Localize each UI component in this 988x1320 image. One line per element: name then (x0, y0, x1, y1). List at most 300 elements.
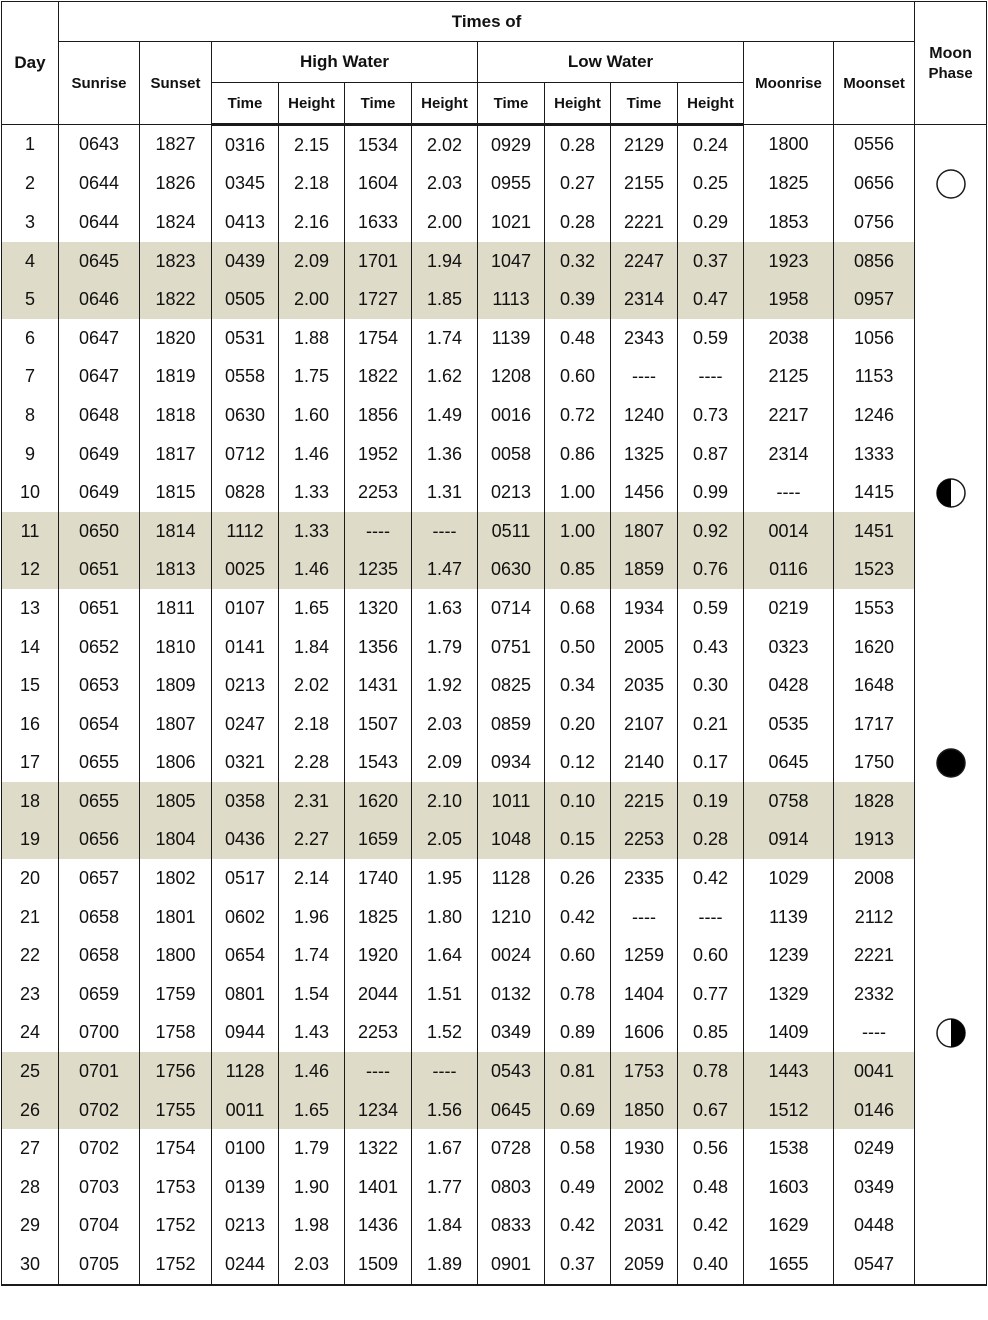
sunrise-cell: 0700 (59, 1014, 140, 1053)
high-water-1-time-cell: 0602 (212, 898, 279, 937)
moon-phase-cell (915, 589, 987, 628)
high-water-2-height-cell: 1.52 (412, 1014, 478, 1053)
low-water-1-height-cell: 0.60 (545, 936, 611, 975)
high-water-1-height-cell: 1.43 (279, 1014, 345, 1053)
high-water-1-time-cell: 0439 (212, 242, 279, 281)
low-water-2-time-cell: 2335 (611, 859, 678, 898)
low-water-2-height-cell: 0.30 (678, 666, 744, 705)
moon-phase-cell (915, 782, 987, 821)
new-moon-icon (936, 748, 966, 778)
day-cell: 6 (2, 319, 59, 358)
low-water-2-time-cell: 2221 (611, 203, 678, 242)
sunset-cell: 1824 (140, 203, 212, 242)
low-water-2-time-cell: 1259 (611, 936, 678, 975)
hw1-time-header: Time (212, 83, 279, 125)
moonrise-cell: 0116 (744, 551, 834, 590)
low-water-1-height-cell: 0.32 (545, 242, 611, 281)
moonrise-cell: 2217 (744, 396, 834, 435)
low-water-1-height-cell: 1.00 (545, 512, 611, 551)
high-water-1-time-cell: 1128 (212, 1052, 279, 1091)
low-water-1-time-cell: 0024 (478, 936, 545, 975)
high-water-1-time-cell: 0712 (212, 435, 279, 474)
low-water-2-height-cell: 0.42 (678, 1207, 744, 1246)
full-moon-icon (936, 169, 966, 199)
high-water-1-time-cell: 0244 (212, 1245, 279, 1285)
moonset-cell: 1056 (834, 319, 915, 358)
high-water-2-height-cell: 1.77 (412, 1168, 478, 1207)
high-water-2-height-cell: 1.85 (412, 280, 478, 319)
low-water-1-height-cell: 0.60 (545, 358, 611, 397)
sunset-cell: 1823 (140, 242, 212, 281)
high-water-1-time-cell: 0531 (212, 319, 279, 358)
low-water-2-time-cell: 1456 (611, 473, 678, 512)
low-water-2-height-cell: 0.76 (678, 551, 744, 590)
moonset-cell: 0249 (834, 1129, 915, 1168)
moon-phase-cell (915, 1207, 987, 1246)
table-row (2, 1129, 987, 1168)
hw1-height-header: Height (279, 83, 345, 125)
moonrise-cell: 1958 (744, 280, 834, 319)
moonset-cell: 1828 (834, 782, 915, 821)
moon-phase-cell (915, 551, 987, 590)
low-water-2-time-cell: 2314 (611, 280, 678, 319)
low-water-2-height-cell: 0.87 (678, 435, 744, 474)
table-row (2, 859, 987, 898)
sunrise-cell: 0644 (59, 203, 140, 242)
table-row (2, 1168, 987, 1207)
low-water-2-time-cell: 2253 (611, 821, 678, 860)
low-water-1-time-cell: 1048 (478, 821, 545, 860)
low-water-1-height-cell: 0.69 (545, 1091, 611, 1130)
low-water-2-height-cell: 0.42 (678, 859, 744, 898)
high-water-1-height-cell: 1.33 (279, 473, 345, 512)
moon-phase-cell (915, 1014, 987, 1053)
table-row (2, 628, 987, 667)
sunrise-cell: 0704 (59, 1207, 140, 1246)
low-water-header: Low Water (478, 42, 744, 83)
day-cell: 18 (2, 782, 59, 821)
high-water-2-height-cell: 1.51 (412, 975, 478, 1014)
moonset-cell: 0957 (834, 280, 915, 319)
table-row (2, 705, 987, 744)
sunrise-cell: 0646 (59, 280, 140, 319)
moonset-cell: 0547 (834, 1245, 915, 1285)
moon-phase-cell (915, 1129, 987, 1168)
high-water-2-height-cell: 1.49 (412, 396, 478, 435)
low-water-1-time-cell: 0955 (478, 165, 545, 204)
moonrise-cell: 1923 (744, 242, 834, 281)
sunset-cell: 1801 (140, 898, 212, 937)
low-water-1-time-cell: 0825 (478, 666, 545, 705)
sunrise-cell: 0648 (59, 396, 140, 435)
low-water-2-time-cell: 1753 (611, 1052, 678, 1091)
moonrise-cell: 0914 (744, 821, 834, 860)
moonset-cell: 1246 (834, 396, 915, 435)
moon-phase-cell (915, 473, 987, 512)
low-water-1-time-cell: 0630 (478, 551, 545, 590)
high-water-2-height-cell: 1.94 (412, 242, 478, 281)
low-water-1-height-cell: 0.12 (545, 744, 611, 783)
sunset-cell: 1809 (140, 666, 212, 705)
high-water-1-time-cell: 0828 (212, 473, 279, 512)
low-water-1-time-cell: 1208 (478, 358, 545, 397)
low-water-2-height-cell: 0.77 (678, 975, 744, 1014)
high-water-2-height-cell: 2.05 (412, 821, 478, 860)
low-water-1-height-cell: 0.37 (545, 1245, 611, 1285)
sunset-cell: 1810 (140, 628, 212, 667)
low-water-2-height-cell: 0.24 (678, 125, 744, 165)
table-row (2, 512, 987, 551)
sunset-cell: 1822 (140, 280, 212, 319)
day-cell: 15 (2, 666, 59, 705)
sunset-cell: 1755 (140, 1091, 212, 1130)
high-water-2-height-cell: 1.89 (412, 1245, 478, 1285)
low-water-1-time-cell: 1011 (478, 782, 545, 821)
moon-phase-cell (915, 358, 987, 397)
hw2-time-header: Time (345, 83, 412, 125)
low-water-1-time-cell: 1021 (478, 203, 545, 242)
low-water-2-height-cell: 0.19 (678, 782, 744, 821)
low-water-2-height-cell: ---- (678, 898, 744, 937)
moon-phase-cell (915, 280, 987, 319)
low-water-2-time-cell: 1859 (611, 551, 678, 590)
high-water-1-time-cell: 0345 (212, 165, 279, 204)
table-row (2, 744, 987, 783)
sunrise-cell: 0655 (59, 744, 140, 783)
sunrise-cell: 0651 (59, 551, 140, 590)
moonset-cell: 0041 (834, 1052, 915, 1091)
high-water-1-height-cell: 2.02 (279, 666, 345, 705)
low-water-1-time-cell: 1113 (478, 280, 545, 319)
sunrise-cell: 0657 (59, 859, 140, 898)
sunset-cell: 1827 (140, 125, 212, 165)
sunrise-cell: 0658 (59, 936, 140, 975)
day-cell: 30 (2, 1245, 59, 1285)
table-row (2, 1207, 987, 1246)
sunrise-cell: 0702 (59, 1091, 140, 1130)
low-water-1-time-cell: 0213 (478, 473, 545, 512)
sunset-cell: 1752 (140, 1245, 212, 1285)
times-of-header: Times of (59, 2, 915, 42)
low-water-1-time-cell: 0714 (478, 589, 545, 628)
low-water-2-time-cell: 1606 (611, 1014, 678, 1053)
high-water-1-time-cell: 0025 (212, 551, 279, 590)
high-water-1-time-cell: 0558 (212, 358, 279, 397)
moonrise-cell: 0645 (744, 744, 834, 783)
high-water-2-height-cell: ---- (412, 512, 478, 551)
table-row (2, 473, 987, 512)
low-water-1-height-cell: 0.50 (545, 628, 611, 667)
low-water-2-height-cell: 0.56 (678, 1129, 744, 1168)
high-water-1-time-cell: 0107 (212, 589, 279, 628)
moonset-cell: 0756 (834, 203, 915, 242)
sunset-cell: 1758 (140, 1014, 212, 1053)
high-water-1-time-cell: 0413 (212, 203, 279, 242)
high-water-2-time-cell: 1633 (345, 203, 412, 242)
high-water-1-time-cell: 0321 (212, 744, 279, 783)
high-water-1-time-cell: 0316 (212, 125, 279, 165)
day-cell: 13 (2, 589, 59, 628)
moonrise-cell: 0014 (744, 512, 834, 551)
low-water-2-time-cell: 2247 (611, 242, 678, 281)
moonrise-cell: 1825 (744, 165, 834, 204)
sunset-cell: 1752 (140, 1207, 212, 1246)
low-water-2-height-cell: 0.21 (678, 705, 744, 744)
sunset-cell: 1819 (140, 358, 212, 397)
moonset-cell: 0856 (834, 242, 915, 281)
moon-phase-header (915, 2, 987, 125)
high-water-1-height-cell: 1.90 (279, 1168, 345, 1207)
moonrise-header: Moonrise (744, 42, 834, 125)
day-cell: 3 (2, 203, 59, 242)
table-body (2, 125, 987, 1285)
sunrise-cell: 0652 (59, 628, 140, 667)
low-water-2-height-cell: 0.29 (678, 203, 744, 242)
high-water-1-height-cell: 2.28 (279, 744, 345, 783)
sunrise-cell: 0647 (59, 319, 140, 358)
moonrise-cell: 1853 (744, 203, 834, 242)
high-water-1-time-cell: 0100 (212, 1129, 279, 1168)
high-water-2-time-cell: ---- (345, 1052, 412, 1091)
low-water-1-time-cell: 1047 (478, 242, 545, 281)
high-water-1-height-cell: 1.96 (279, 898, 345, 937)
day-cell: 24 (2, 1014, 59, 1053)
sunset-cell: 1813 (140, 551, 212, 590)
low-water-1-height-cell: 0.28 (545, 203, 611, 242)
low-water-1-time-cell: 1210 (478, 898, 545, 937)
low-water-1-height-cell: 0.49 (545, 1168, 611, 1207)
high-water-2-time-cell: 1235 (345, 551, 412, 590)
day-cell: 26 (2, 1091, 59, 1130)
table-row (2, 1245, 987, 1285)
moonrise-cell: 1139 (744, 898, 834, 937)
moon-phase-cell (915, 319, 987, 358)
high-water-1-height-cell: 2.14 (279, 859, 345, 898)
low-water-1-height-cell: 0.86 (545, 435, 611, 474)
sunset-cell: 1815 (140, 473, 212, 512)
moonrise-cell: 2038 (744, 319, 834, 358)
moon-phase-cell (915, 203, 987, 242)
sunset-header: Sunset (140, 42, 212, 125)
sunrise-header: Sunrise (59, 42, 140, 125)
high-water-2-time-cell: 1509 (345, 1245, 412, 1285)
moon-phase-cell (915, 744, 987, 783)
high-water-2-time-cell: 1431 (345, 666, 412, 705)
moon-phase-header-line1: Moon (929, 45, 972, 62)
sunset-cell: 1753 (140, 1168, 212, 1207)
sunset-cell: 1759 (140, 975, 212, 1014)
high-water-1-height-cell: 2.00 (279, 280, 345, 319)
high-water-2-time-cell: 1701 (345, 242, 412, 281)
high-water-2-time-cell: 1822 (345, 358, 412, 397)
low-water-2-time-cell: ---- (611, 358, 678, 397)
high-water-2-time-cell: ---- (345, 512, 412, 551)
moonrise-cell: 1603 (744, 1168, 834, 1207)
moon-phase-cell (915, 1245, 987, 1285)
low-water-2-time-cell: 2031 (611, 1207, 678, 1246)
sunrise-cell: 0702 (59, 1129, 140, 1168)
high-water-1-height-cell: 2.09 (279, 242, 345, 281)
low-water-1-time-cell: 0728 (478, 1129, 545, 1168)
high-water-1-time-cell: 0944 (212, 1014, 279, 1053)
day-cell: 11 (2, 512, 59, 551)
high-water-2-height-cell: 1.64 (412, 936, 478, 975)
low-water-2-time-cell: 2059 (611, 1245, 678, 1285)
moonrise-cell: 1443 (744, 1052, 834, 1091)
low-water-2-height-cell: 0.60 (678, 936, 744, 975)
low-water-1-height-cell: 0.42 (545, 1207, 611, 1246)
moon-phase-cell (915, 705, 987, 744)
moonrise-cell: 0758 (744, 782, 834, 821)
day-cell: 28 (2, 1168, 59, 1207)
sunrise-cell: 0649 (59, 435, 140, 474)
sunrise-cell: 0644 (59, 165, 140, 204)
high-water-2-height-cell: 1.67 (412, 1129, 478, 1168)
table-row (2, 936, 987, 975)
moon-phase-cell (915, 666, 987, 705)
sunrise-cell: 0656 (59, 821, 140, 860)
lw2-time-header: Time (611, 83, 678, 125)
moonset-cell: 0556 (834, 125, 915, 165)
moonset-cell: 1451 (834, 512, 915, 551)
sunrise-cell: 0643 (59, 125, 140, 165)
moonset-header: Moonset (834, 42, 915, 125)
day-cell: 22 (2, 936, 59, 975)
low-water-2-time-cell: 1240 (611, 396, 678, 435)
high-water-2-height-cell: 2.02 (412, 125, 478, 165)
day-cell: 2 (2, 165, 59, 204)
low-water-2-height-cell: 0.59 (678, 589, 744, 628)
table-row (2, 280, 987, 319)
sunrise-cell: 0653 (59, 666, 140, 705)
low-water-1-time-cell: 0058 (478, 435, 545, 474)
high-water-1-height-cell: 1.46 (279, 551, 345, 590)
first-quarter-icon (936, 1018, 966, 1048)
moonrise-cell: 1239 (744, 936, 834, 975)
high-water-2-height-cell: 1.56 (412, 1091, 478, 1130)
low-water-2-height-cell: 0.28 (678, 821, 744, 860)
moonrise-cell: 1538 (744, 1129, 834, 1168)
high-water-1-height-cell: 1.65 (279, 1091, 345, 1130)
high-water-2-height-cell: 1.92 (412, 666, 478, 705)
high-water-2-time-cell: 1401 (345, 1168, 412, 1207)
sunrise-cell: 0659 (59, 975, 140, 1014)
low-water-1-height-cell: 0.89 (545, 1014, 611, 1053)
day-cell: 27 (2, 1129, 59, 1168)
high-water-1-time-cell: 0139 (212, 1168, 279, 1207)
moonset-cell: 2221 (834, 936, 915, 975)
table-row (2, 975, 987, 1014)
high-water-2-height-cell: 2.03 (412, 705, 478, 744)
low-water-1-height-cell: 0.68 (545, 589, 611, 628)
low-water-2-time-cell: 2002 (611, 1168, 678, 1207)
low-water-1-time-cell: 0901 (478, 1245, 545, 1285)
sunset-cell: 1800 (140, 936, 212, 975)
table-row (2, 666, 987, 705)
high-water-1-height-cell: 1.46 (279, 435, 345, 474)
table-row (2, 1014, 987, 1053)
low-water-2-height-cell: 0.59 (678, 319, 744, 358)
high-water-1-height-cell: 2.03 (279, 1245, 345, 1285)
high-water-1-time-cell: 0011 (212, 1091, 279, 1130)
high-water-2-time-cell: 1620 (345, 782, 412, 821)
high-water-1-time-cell: 0505 (212, 280, 279, 319)
day-cell: 21 (2, 898, 59, 937)
low-water-1-height-cell: 0.15 (545, 821, 611, 860)
low-water-2-height-cell: 0.99 (678, 473, 744, 512)
high-water-1-time-cell: 0213 (212, 666, 279, 705)
low-water-2-height-cell: 0.78 (678, 1052, 744, 1091)
high-water-2-time-cell: 2253 (345, 473, 412, 512)
high-water-2-time-cell: 1543 (345, 744, 412, 783)
low-water-1-time-cell: 0859 (478, 705, 545, 744)
high-water-2-height-cell: 2.03 (412, 165, 478, 204)
high-water-2-time-cell: 1234 (345, 1091, 412, 1130)
high-water-1-height-cell: 2.15 (279, 125, 345, 165)
moonset-cell: 0146 (834, 1091, 915, 1130)
high-water-2-height-cell: ---- (412, 1052, 478, 1091)
moonset-cell: 1717 (834, 705, 915, 744)
high-water-2-height-cell: 1.80 (412, 898, 478, 937)
high-water-2-height-cell: 1.79 (412, 628, 478, 667)
day-header: Day (2, 2, 59, 125)
low-water-1-height-cell: 0.78 (545, 975, 611, 1014)
low-water-2-time-cell: 2035 (611, 666, 678, 705)
tide-table (1, 1, 987, 1286)
high-water-2-time-cell: 2253 (345, 1014, 412, 1053)
table-row (2, 396, 987, 435)
moonrise-cell: 1029 (744, 859, 834, 898)
moonset-cell: 1523 (834, 551, 915, 590)
low-water-2-height-cell: 0.48 (678, 1168, 744, 1207)
lw2-height-header: Height (678, 83, 744, 125)
moonset-cell: 0448 (834, 1207, 915, 1246)
moon-phase-cell (915, 975, 987, 1014)
low-water-1-height-cell: 0.10 (545, 782, 611, 821)
day-cell: 9 (2, 435, 59, 474)
moon-phase-cell (915, 628, 987, 667)
low-water-2-height-cell: 0.40 (678, 1245, 744, 1285)
table-row (2, 1091, 987, 1130)
low-water-2-height-cell: 0.37 (678, 242, 744, 281)
high-water-1-height-cell: 1.60 (279, 396, 345, 435)
moonrise-cell: 0428 (744, 666, 834, 705)
day-cell: 12 (2, 551, 59, 590)
sunrise-cell: 0647 (59, 358, 140, 397)
high-water-1-height-cell: 1.74 (279, 936, 345, 975)
low-water-1-height-cell: 0.27 (545, 165, 611, 204)
high-water-2-height-cell: 1.63 (412, 589, 478, 628)
sunset-cell: 1826 (140, 165, 212, 204)
high-water-1-time-cell: 0801 (212, 975, 279, 1014)
table-row (2, 203, 987, 242)
sunset-cell: 1811 (140, 589, 212, 628)
high-water-1-height-cell: 2.27 (279, 821, 345, 860)
day-cell: 14 (2, 628, 59, 667)
low-water-1-time-cell: 0751 (478, 628, 545, 667)
sunset-cell: 1754 (140, 1129, 212, 1168)
high-water-2-height-cell: 2.10 (412, 782, 478, 821)
sunrise-cell: 0651 (59, 589, 140, 628)
low-water-1-time-cell: 1128 (478, 859, 545, 898)
high-water-2-height-cell: 1.95 (412, 859, 478, 898)
low-water-2-time-cell: 2005 (611, 628, 678, 667)
table-row (2, 821, 987, 860)
high-water-1-height-cell: 2.31 (279, 782, 345, 821)
day-cell: 19 (2, 821, 59, 860)
low-water-1-height-cell: 0.85 (545, 551, 611, 590)
sunrise-cell: 0645 (59, 242, 140, 281)
